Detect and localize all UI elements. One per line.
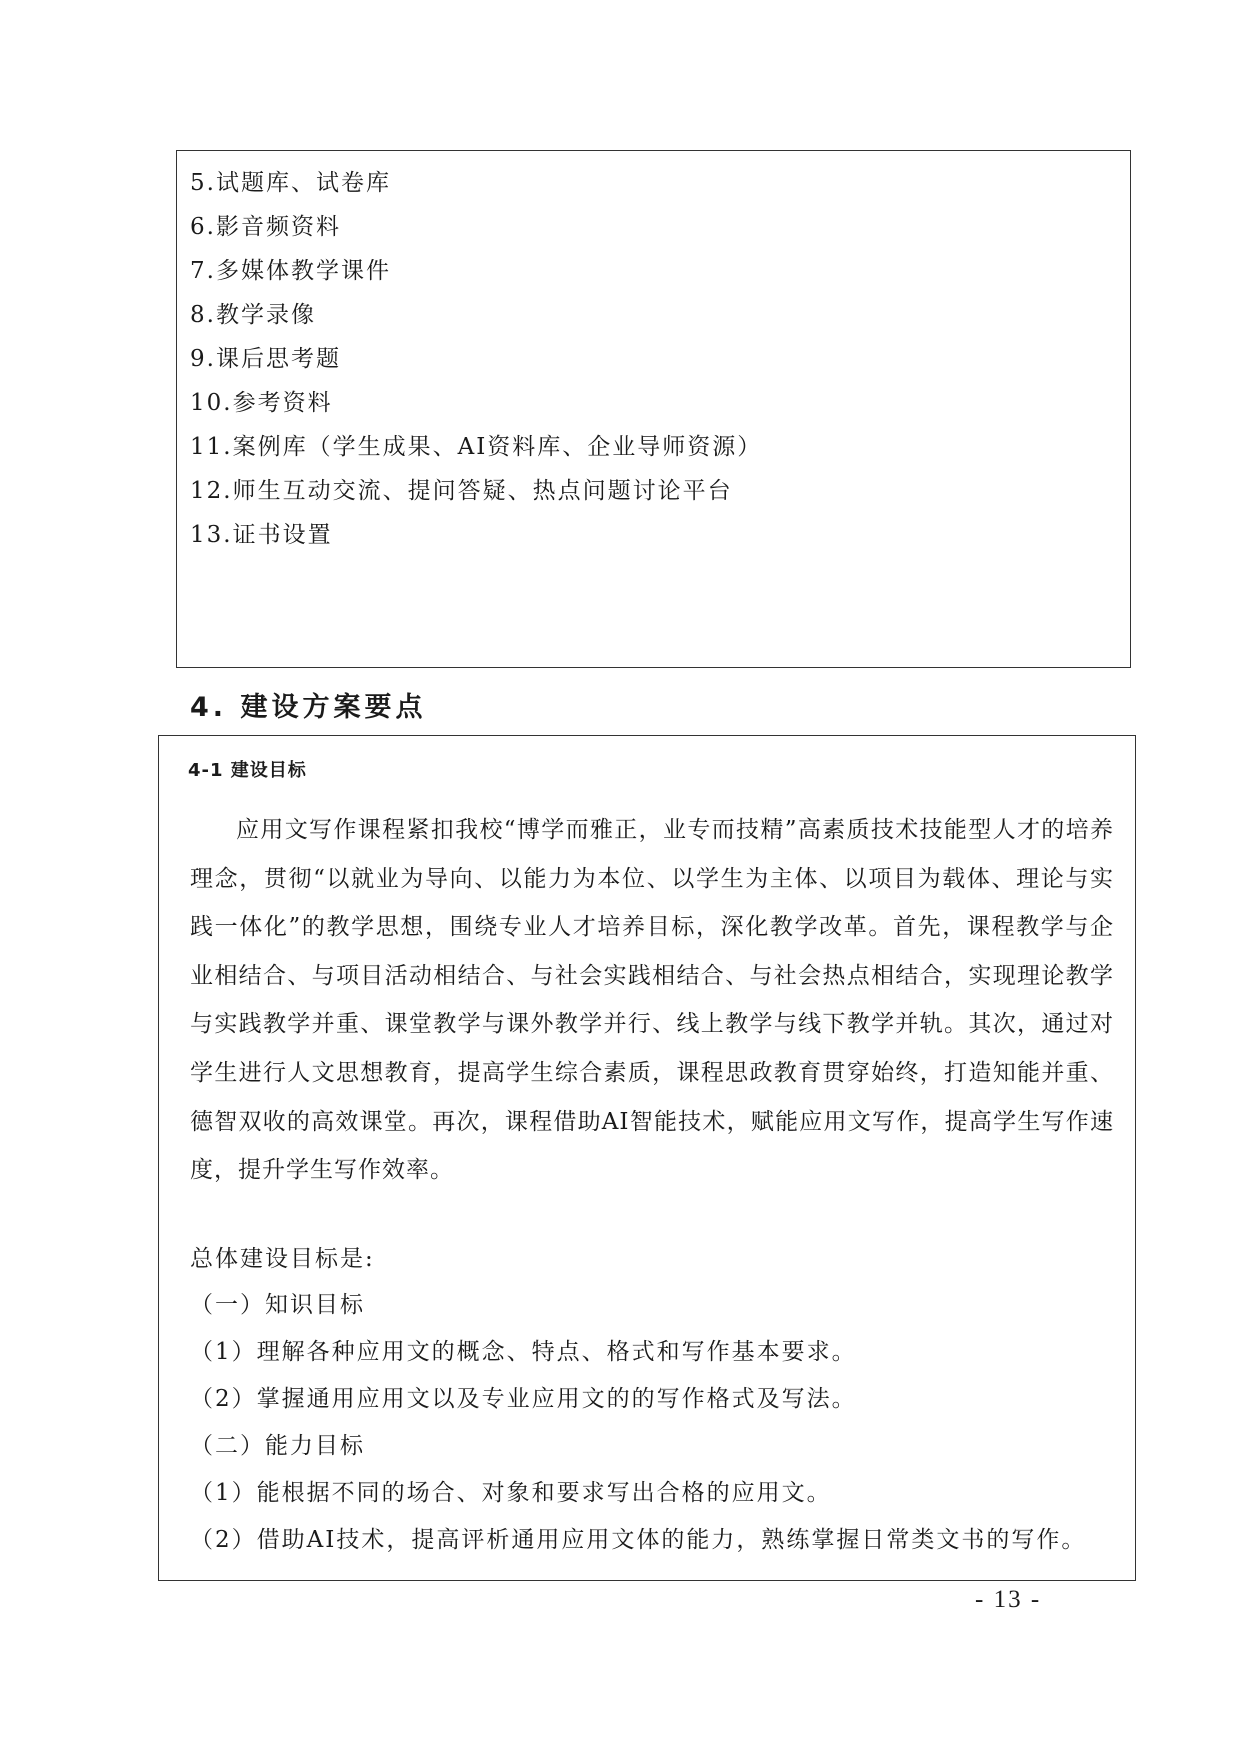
goal-item: （1）能根据不同的场合、对象和要求写出合格的应用文。 <box>190 1480 832 1506</box>
goal-item: （2）借助AI技术，提高评析通用应用文体的能力，熟练掌握日常类文书的写作。 <box>190 1527 1087 1553</box>
resource-item: 9.课后思考题 <box>190 346 341 372</box>
section-heading: 4. 建设方案要点 <box>190 692 427 723</box>
goal-item: （1）理解各种应用文的概念、特点、格式和写作基本要求。 <box>190 1339 857 1365</box>
resource-item: 6.影音频资料 <box>190 214 341 240</box>
goal-paragraph: 应用文写作课程紧扣我校“博学而雅正，业专而技精”高素质技术技能型人才的培养理念，贯彻“以就业为导向、以能力为本位、以学生为主体、以项目为载体、理论与实践一体化”的教学思想，围绕专业人才培养目标，深化教学改革。首先，课程教学与企业相结合、与项目活动相结合、与社会实践相结合、与社会热点相结合，实现理论教学与实践教学并重、课堂教学与课外教学并行、线上教学与线下教学并轨。其次，通过对学生进行人文思想教育，提高学生综合素质，课程思政教育贯穿始终，打造知能并重、德智双收的高效课堂。再次，课程借助AI智能技术，赋能应用文写作，提高学生写作速度，提升学生写作效率。 <box>190 817 1114 1184</box>
goals-intro: 总体建设目标是: <box>190 1246 375 1272</box>
resource-item: 11.案例库（学生成果、AI资料库、企业导师资源） <box>190 434 763 460</box>
construction-plan-box <box>158 735 1136 1581</box>
goal-item: （二）能力目标 <box>190 1433 365 1459</box>
subsection-heading: 4-1 建设目标 <box>188 760 307 781</box>
resource-item: 12.师生互动交流、提问答疑、热点问题讨论平台 <box>190 478 733 504</box>
resource-item: 7.多媒体教学课件 <box>190 258 391 284</box>
page-number: - 13 - <box>975 1586 1042 1613</box>
resource-item: 8.教学录像 <box>190 302 316 328</box>
resource-item: 13.证书设置 <box>190 522 333 548</box>
resource-item: 5.试题库、试卷库 <box>190 170 391 196</box>
resource-item: 10.参考资料 <box>190 390 333 416</box>
resource-list-box <box>176 150 1131 668</box>
goal-item: （一）知识目标 <box>190 1292 365 1318</box>
goal-item: （2）掌握通用应用文以及专业应用文的的写作格式及写法。 <box>190 1386 857 1412</box>
